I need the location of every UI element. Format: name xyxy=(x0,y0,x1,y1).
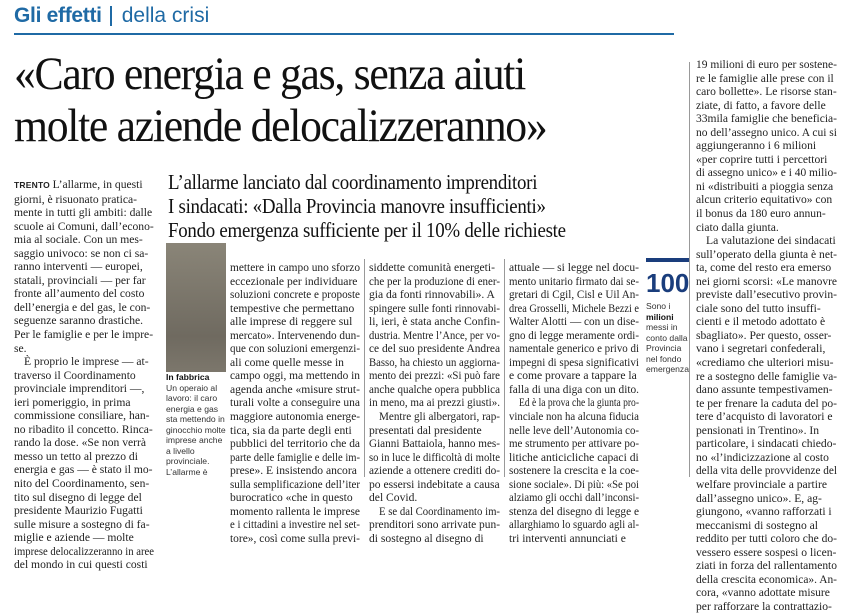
text-line: ali come quelle messe in xyxy=(230,355,344,369)
text-line: giungono, «vanno rafforzati i xyxy=(696,505,832,519)
article-column-1 xyxy=(14,178,154,572)
text-line: ciato dalla giunta. xyxy=(696,220,779,234)
text-line: momento rallenta le imprese xyxy=(230,504,360,518)
text-line: siddette comunità energeti- xyxy=(369,261,495,274)
text-line: tere d’acquisto di lavoratori e xyxy=(696,410,833,424)
text-line xyxy=(14,178,154,193)
text-line: in meno, ma ai prezzi giusti». xyxy=(369,396,500,410)
text-line: dell’energia e del gas, le con- xyxy=(14,300,151,314)
column-divider xyxy=(504,259,505,477)
text-line: per rafforzare la contrattazio- xyxy=(696,599,832,613)
text-line: 33mila famiglie che beneficia- xyxy=(696,112,837,126)
text-line: parte delle famiglie e delle im- xyxy=(230,450,360,464)
text-line: rando la dose. «Se non verrà xyxy=(14,436,146,450)
column-divider xyxy=(689,62,690,477)
text-line: Basso, ha chiesto un aggiorna- xyxy=(369,355,500,369)
text-line: que con soluzioni emergenzi- xyxy=(230,342,360,356)
text-line: previste dall’esecutivo provin- xyxy=(696,288,837,302)
text-line: mercato». Intervenendo dun- xyxy=(230,328,360,342)
dateline: TRENTO xyxy=(14,180,53,190)
text-line: vano i segretari confederali, xyxy=(696,342,826,356)
text-line: re a sostegno delle famiglie va- xyxy=(696,369,837,383)
text-line: se. xyxy=(14,341,27,355)
text-line: sulla semplificazione dell’iter xyxy=(230,477,360,491)
text-line-content: L’allarme, in questi xyxy=(52,178,143,191)
article-column-2 xyxy=(230,261,360,545)
headline-line-2: molte aziende delocalizzeranno» xyxy=(14,100,547,152)
text-line: «crediamo che ulteriori misu- xyxy=(696,356,834,370)
text-line: statali, provinciali — per far xyxy=(14,273,146,287)
text-line: sbagliato». Per questo, osser- xyxy=(696,328,832,342)
text-line: mento unitario firmato dai se- xyxy=(509,274,639,288)
text-line: dall’assegno unico». E, ag- xyxy=(696,491,822,505)
text-line: 19 milioni di euro per sostene- xyxy=(696,58,837,71)
text-line: ieri pomeriggio, in prima xyxy=(14,395,131,409)
text-line: del mondo in cui questi costi xyxy=(14,558,148,572)
headline-line-1: «Caro energia e gas, senza aiuti xyxy=(14,48,525,100)
text-line: provinciale imprenditori —, xyxy=(14,382,145,396)
text-line: te per frenare la caduta del po- xyxy=(696,396,837,410)
text-line: eccezionale per individuare xyxy=(230,274,358,288)
text-line: sione sociale». Di più: «Se poi xyxy=(509,477,639,491)
infobox-text-bold: milioni xyxy=(646,311,674,322)
infobox-number: 100 xyxy=(646,268,690,298)
text-line: campo oggi, ma mettendo in xyxy=(230,369,360,383)
text-line: gno di legge meramente ordi- xyxy=(509,328,639,342)
text-line: sull’operato della giunta è net- xyxy=(696,247,837,261)
text-line: li, ieri, è stata anche Confin- xyxy=(369,315,500,329)
text-line: stenza del disegno di legge e xyxy=(509,504,639,518)
text-line: reddito per tutti coloro che do- xyxy=(696,532,837,546)
subhead-3: Fondo emergenza sufficiente per il 10% delle richieste xyxy=(168,218,566,242)
text-line: dano assunte tempestivamen- xyxy=(696,383,833,397)
text-line: Walter Alotti — con un dise- xyxy=(509,315,639,329)
infobox-text-before: Sono i xyxy=(646,301,671,311)
headline xyxy=(14,48,628,152)
text-line: e i cittadini a investire nel set- xyxy=(230,518,360,532)
text-line: messo un tetto al prezzo di xyxy=(14,449,138,463)
text-line: prenditori sono arrivate pun- xyxy=(369,518,500,532)
text-line: me strumento per attivare po- xyxy=(509,437,639,451)
text-line: tempestive che permettano xyxy=(230,301,355,315)
text-line: presidente Maurizio Fugatti xyxy=(14,504,143,518)
text-line: so in luce le difficoltà di molte xyxy=(369,450,500,464)
text-line: burocratico «che in questo xyxy=(230,491,353,505)
text-line: falla di una diga con un dito. xyxy=(509,382,639,396)
text-line: Gianni Battaiola, hanno mes- xyxy=(369,437,500,451)
kicker-topic: della crisi xyxy=(121,4,210,27)
text-line: alziamo gli occhi dall’inconsi- xyxy=(509,491,639,505)
column-divider xyxy=(364,259,365,477)
text-line: mia al sociale. Con un mes- xyxy=(14,233,143,247)
text-line: ziate, di fatto, a favore delle xyxy=(696,98,826,112)
text-line: commissione consiliare, han- xyxy=(14,409,150,423)
text-line: allarghiamo lo sguardo agli al- xyxy=(509,518,639,532)
text-line: ciale sono del tutto insuffi- xyxy=(696,301,821,315)
text-line: aziende a ottenere crediti do- xyxy=(369,464,500,478)
text-line: ce del suo presidente Andrea xyxy=(369,342,500,356)
text-line: che per la produzione di ener- xyxy=(369,274,500,288)
text-line: vinciale non ha alcuna fiducia xyxy=(509,410,639,424)
photo-caption xyxy=(166,372,228,477)
text-line: nito del Coordinamento, sen- xyxy=(14,477,150,491)
text-line: meccanismi di sostegno al xyxy=(696,518,819,532)
subhead-1: L’allarme lanciato dal coordinamento imprenditori xyxy=(168,170,538,194)
text-line: prese». E insistendo ancora xyxy=(230,464,357,478)
text-line: alcun criterio equitativo» con xyxy=(696,193,833,207)
text-line: «per coprire tutti i percettori xyxy=(696,152,828,166)
text-line: il bonus da 180 euro annun- xyxy=(696,207,826,221)
kicker-section: Gli effetti xyxy=(14,4,102,27)
text-line: aggiungeranno i 6 milioni xyxy=(696,139,817,153)
text-line: imprese delocalizzeranno in aree xyxy=(14,544,154,558)
caption-text: Un operaio al lavoro: il caro energia e gas sta mettendo in ginocchio molte imprese anche a livello provinciale. L’allarme è xyxy=(166,382,226,477)
text-line: re le famiglie alle prese con il xyxy=(696,71,834,85)
text-line: È proprio le imprese — at- xyxy=(24,355,149,369)
text-line: Mentre gli albergatori, rap- xyxy=(379,410,500,424)
caption-label: In fabbrica xyxy=(166,372,210,382)
subhead-2: I sindacati: «Dalla Provincia manovre insufficienti» xyxy=(168,194,546,218)
text-line: no «l’indicizzazione al costo xyxy=(696,450,829,464)
text-line: attuale — si legge nel docu- xyxy=(509,261,639,274)
text-line: nelle leve dell’Autonomia co- xyxy=(509,423,639,437)
text-line: welfare provinciale a partire xyxy=(696,477,827,491)
text-line: gretari di Cgil, Cisl e Uil An- xyxy=(509,288,639,302)
text-line: tito sul disegno di legge del xyxy=(14,490,142,504)
text-line: alle imprese di reggere sul xyxy=(230,315,353,329)
text-line: ta, come del resto era emerso xyxy=(696,261,832,275)
text-line: cienti e il metodo adottato è xyxy=(696,315,826,329)
text-line: tore», così come sulla previ- xyxy=(230,531,360,545)
text-line: soluzioni concrete e proposte xyxy=(230,288,360,302)
text-line: ni «distribuiti a pioggia senza xyxy=(696,179,834,193)
text-line: litiche anticicliche capaci di xyxy=(509,450,639,464)
text-line: particolare, i sindacati chiedo- xyxy=(696,437,837,451)
text-line: sulle misure a sostegno di fa- xyxy=(14,517,150,531)
text-line: pubblici del territorio che da xyxy=(230,437,360,451)
section-kicker xyxy=(14,3,209,29)
top-rule xyxy=(14,33,674,35)
article-column-4 xyxy=(509,261,639,545)
text-line: di assegno unico» e i 40 milio- xyxy=(696,166,837,180)
text-line: nei giorni scorsi: «Le manovre xyxy=(696,274,837,288)
infobox-rule xyxy=(646,258,690,262)
text-line: della vita delle provvidenze del xyxy=(696,464,837,478)
text-line: del Covid. xyxy=(369,491,418,505)
text-line: presentati dal presidente xyxy=(369,423,482,437)
text-line: cora, «vanno adottate misure xyxy=(696,586,830,600)
text-line: agenda anche «misure strut- xyxy=(230,382,360,396)
text-line: ziati in forza del rallentamento xyxy=(696,559,837,573)
article-column-3 xyxy=(369,261,500,545)
text-line: impegni di spesa significativi xyxy=(509,355,639,369)
text-line: vessero essere sospesi o licen- xyxy=(696,545,837,559)
text-line: mente in tutti gli ambiti: dalle xyxy=(14,206,153,220)
text-line: Per le famiglie e per le impre- xyxy=(14,328,154,342)
text-line: pensionati in Trentino». In xyxy=(696,423,820,437)
text-line: tri interventi annunciati e xyxy=(509,531,626,545)
article-column-5 xyxy=(696,58,837,613)
text-line: maggiore autonomia energe- xyxy=(230,410,360,424)
text-line: no dell’assegno unico. A cui si xyxy=(696,125,837,139)
text-line: dustria. Mentre l’Ance, per vo- xyxy=(369,328,500,342)
text-line: saggio univoco: se non ci sa- xyxy=(14,246,149,260)
text-line: miglie e aziende — molte xyxy=(14,531,134,545)
text-line: caro bollette». Le risorse stan- xyxy=(696,85,837,99)
text-line: scuole ai Comuni, dall’econo- xyxy=(14,219,154,233)
infobox-text-after: messi in conto dalla Provincia nel fondo emergenza xyxy=(646,322,689,374)
text-line: della crescita economica». An- xyxy=(696,572,837,586)
text-line: namentale generico e privo di xyxy=(509,342,639,356)
text-line: anche qualche opera pubblica xyxy=(369,382,500,396)
text-line: sostenere la crescita e la coe- xyxy=(509,464,639,478)
text-line: tica, sia da parte degli enti xyxy=(230,423,352,437)
text-line: no ribadito il concetto. Rinca- xyxy=(14,422,153,436)
text-line: turali volte a conseguire una xyxy=(230,396,360,410)
text-line: e come provare a tappare la xyxy=(509,369,637,383)
infobox-text xyxy=(646,301,692,375)
text-line: drea Grosselli, Michele Bezzi e xyxy=(509,301,639,315)
text-line: giorni, è risuonato pratica- xyxy=(14,192,137,206)
text-line: ranno interventi — europei, xyxy=(14,260,143,274)
text-line: traverso il Coordinamento xyxy=(14,368,136,382)
text-line: fronte all’aumento del costo xyxy=(14,287,145,301)
text-line: La valutazione dei sindacati xyxy=(706,234,836,248)
text-line: spingere sulle fonti rinnovabi- xyxy=(369,301,500,315)
text-line: Ed è la prova che la giunta pro- xyxy=(519,396,639,410)
kicker-divider xyxy=(110,6,112,26)
text-line: energia e gas — è stato il mo- xyxy=(14,463,153,477)
text-line: mettere in campo uno sforzo xyxy=(230,261,360,274)
text-line: E se dal Coordinamento im- xyxy=(379,504,500,518)
text-line: po essersi indebitate a causa xyxy=(369,477,500,491)
text-line: seguenze saranno drastiche. xyxy=(14,314,144,328)
text-line: mento dei prezzi: «Si può fare xyxy=(369,369,500,383)
text-line: di sostegno al disegno di xyxy=(369,531,484,545)
text-line: gia da fonti rinnovabili». A xyxy=(369,288,495,302)
